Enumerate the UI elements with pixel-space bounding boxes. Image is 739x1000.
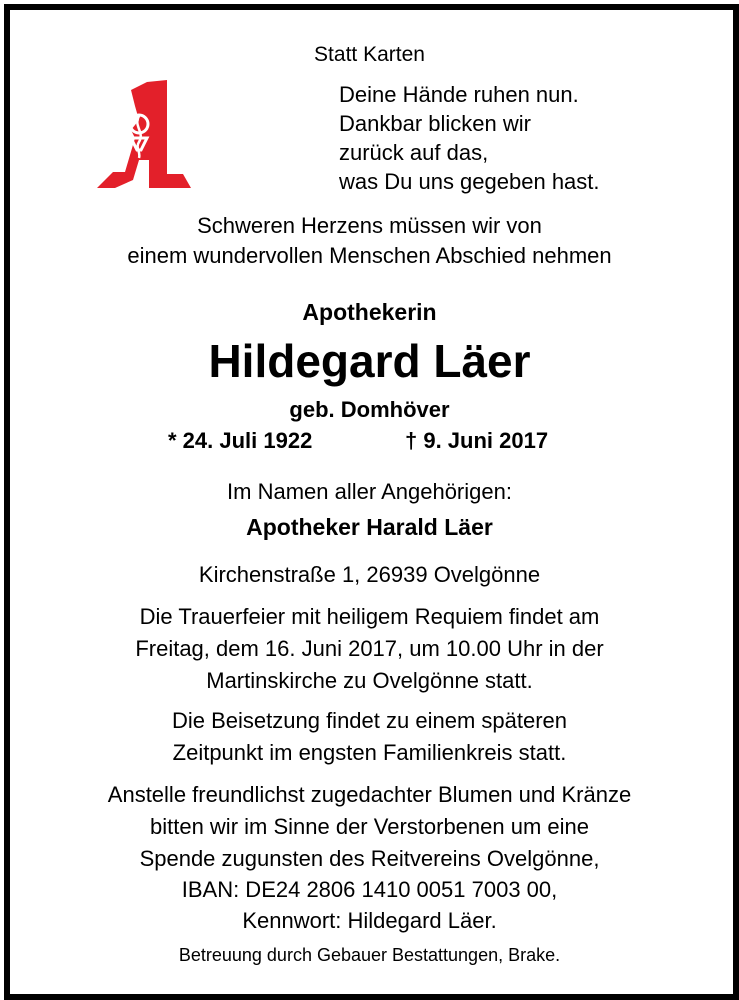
family-name: Apotheker Harald Läer: [246, 514, 493, 540]
burial-line: Zeitpunkt im engsten Familienkreis statt.: [172, 740, 567, 765]
poem-line: zurück auf das,: [339, 140, 489, 165]
family-intro: Im Namen aller Angehörigen:: [227, 479, 512, 504]
poem: [339, 80, 600, 196]
poem-line: was Du uns gegeben hast.: [339, 169, 600, 194]
apotheke-a-logo-icon: [95, 76, 211, 192]
poem-line: Dankbar blicken wir: [339, 111, 531, 136]
donation-line: Spende zugunsten des Reitvereins Ovelgönne,: [139, 846, 600, 871]
death-date: † 9. Juni 2017: [405, 428, 549, 453]
funeral-line: Martinskirche zu Ovelgönne statt.: [206, 668, 533, 693]
deceased-maiden-name: geb. Domhöver: [289, 397, 450, 422]
family-address: Kirchenstraße 1, 26939 Ovelgönne: [198, 562, 541, 587]
intro-line-1: Schweren Herzens müssen wir von: [197, 213, 542, 238]
funeral-line: Freitag, dem 16. Juni 2017, um 10.00 Uhr in der: [135, 636, 604, 661]
birth-date: * 24. Juli 1922: [168, 428, 313, 453]
deceased-title: Apothekerin: [302, 299, 437, 325]
deceased-name: Hildegard Läer: [208, 335, 531, 387]
donation-line: Anstelle freundlichst zugedachter Blumen und Kränze: [107, 782, 632, 807]
donation-line: bitten wir im Sinne der Verstorbenen um eine: [149, 814, 589, 839]
funeral-home-footer: Betreuung durch Gebauer Bestattungen, Brake.: [178, 945, 561, 965]
keyword-line: Kennwort: Hildegard Läer.: [242, 908, 497, 933]
poem-line: Deine Hände ruhen nun.: [339, 82, 579, 107]
funeral-line: Die Trauerfeier mit heiligem Requiem findet am: [139, 604, 600, 629]
intro-line-2: einem wundervollen Menschen Abschied nehmen: [127, 243, 612, 268]
iban-line: IBAN: DE24 2806 1410 0051 7003 00,: [181, 877, 558, 902]
statt-karten-label: Statt Karten: [314, 43, 425, 66]
burial-line: Die Beisetzung findet zu einem späteren: [171, 708, 567, 733]
